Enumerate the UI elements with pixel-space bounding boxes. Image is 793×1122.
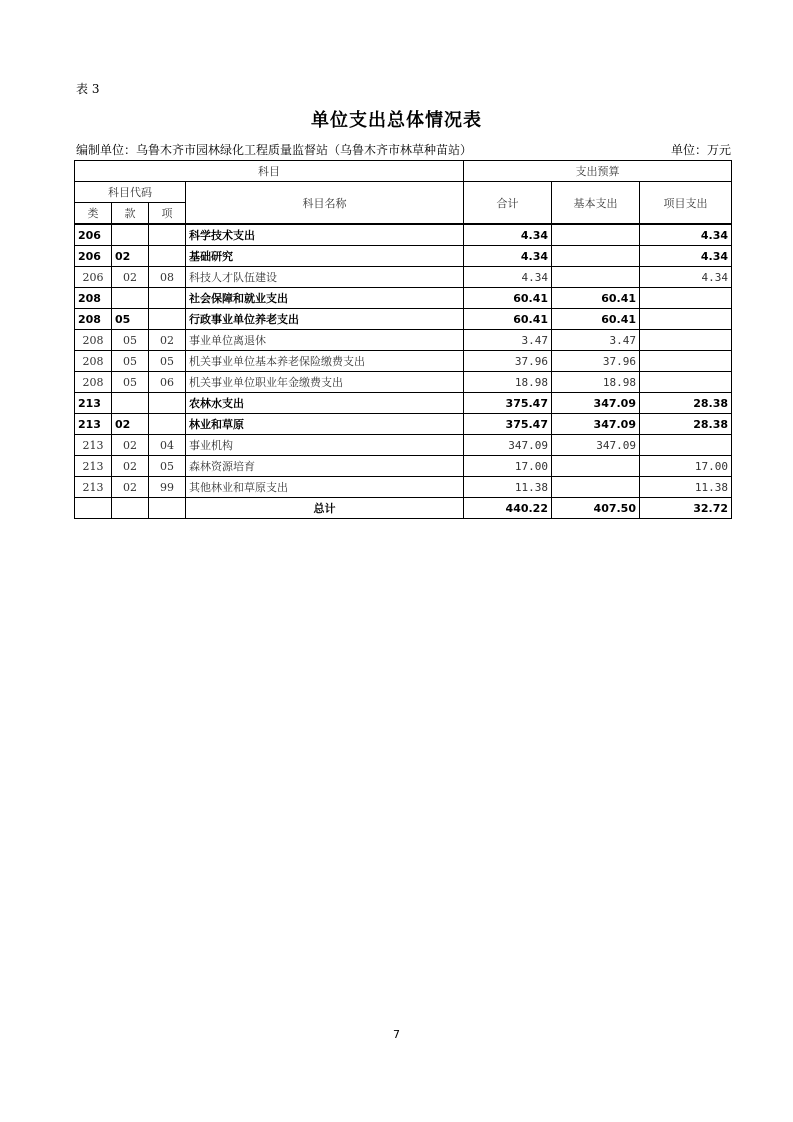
header-project: 项目支出 xyxy=(640,182,732,225)
table-body xyxy=(75,224,732,498)
code-xiang: 05 xyxy=(149,351,186,372)
amount-basic: 347.09 xyxy=(552,393,640,414)
subject-name: 机关事业单位职业年金缴费支出 xyxy=(186,372,464,393)
subject-name: 社会保障和就业支出 xyxy=(186,288,464,309)
amount-project: 11.38 xyxy=(640,477,732,498)
total-project: 32.72 xyxy=(640,498,732,519)
amount-total: 375.47 xyxy=(464,393,552,414)
amount-total: 347.09 xyxy=(464,435,552,456)
total-label: 总计 xyxy=(186,498,464,519)
table-row xyxy=(75,351,732,372)
header-total: 合计 xyxy=(464,182,552,225)
code-lei: 213 xyxy=(75,477,112,498)
code-kuan: 02 xyxy=(112,267,149,288)
code-xiang: 05 xyxy=(149,456,186,477)
table-row xyxy=(75,414,732,435)
code-kuan xyxy=(112,224,149,246)
currency-unit: 单位：万元 xyxy=(670,143,731,157)
code-kuan: 05 xyxy=(112,309,149,330)
amount-total: 17.00 xyxy=(464,456,552,477)
amount-total: 4.34 xyxy=(464,246,552,267)
code-xiang xyxy=(149,414,186,435)
header-name: 科目名称 xyxy=(186,182,464,225)
amount-basic xyxy=(552,267,640,288)
header-code: 科目代码 xyxy=(75,182,186,203)
amount-basic xyxy=(552,477,640,498)
code-xiang: 04 xyxy=(149,435,186,456)
table-row xyxy=(75,246,732,267)
code-lei: 208 xyxy=(75,288,112,309)
total-basic: 407.50 xyxy=(552,498,640,519)
subject-name: 林业和草原 xyxy=(186,414,464,435)
header-lei: 类 xyxy=(75,203,112,225)
table-row xyxy=(75,330,732,351)
code-lei: 206 xyxy=(75,246,112,267)
subject-name: 机关事业单位基本养老保险缴费支出 xyxy=(186,351,464,372)
table-row xyxy=(75,456,732,477)
table-row xyxy=(75,288,732,309)
amount-basic: 18.98 xyxy=(552,372,640,393)
code-lei: 208 xyxy=(75,351,112,372)
total-sum: 440.22 xyxy=(464,498,552,519)
subject-name: 行政事业单位养老支出 xyxy=(186,309,464,330)
page-number: 7 xyxy=(393,1028,400,1041)
amount-project xyxy=(640,351,732,372)
subject-name: 农林水支出 xyxy=(186,393,464,414)
code-lei: 213 xyxy=(75,393,112,414)
code-lei: 208 xyxy=(75,309,112,330)
amount-basic: 37.96 xyxy=(552,351,640,372)
amount-basic xyxy=(552,224,640,246)
amount-basic: 60.41 xyxy=(552,309,640,330)
page-title: 单位支出总体情况表 xyxy=(311,110,482,131)
amount-project: 4.34 xyxy=(640,267,732,288)
code-xiang xyxy=(149,393,186,414)
amount-project xyxy=(640,288,732,309)
subject-name: 其他林业和草原支出 xyxy=(186,477,464,498)
code-lei: 213 xyxy=(75,414,112,435)
header-budget: 支出预算 xyxy=(464,161,732,182)
amount-total: 60.41 xyxy=(464,288,552,309)
table-row xyxy=(75,477,732,498)
code-lei: 208 xyxy=(75,372,112,393)
table-row xyxy=(75,435,732,456)
total-row xyxy=(75,498,732,519)
amount-total: 4.34 xyxy=(464,267,552,288)
amount-project: 4.34 xyxy=(640,224,732,246)
code-lei: 208 xyxy=(75,330,112,351)
header-xiang: 项 xyxy=(149,203,186,225)
code-kuan xyxy=(112,393,149,414)
expenditure-table xyxy=(74,160,732,519)
subject-name: 事业单位离退休 xyxy=(186,330,464,351)
subject-name: 科技人才队伍建设 xyxy=(186,267,464,288)
code-xiang: 06 xyxy=(149,372,186,393)
amount-total: 375.47 xyxy=(464,414,552,435)
header-basic: 基本支出 xyxy=(552,182,640,225)
amount-basic xyxy=(552,246,640,267)
table-row xyxy=(75,309,732,330)
amount-total: 3.47 xyxy=(464,330,552,351)
code-kuan: 05 xyxy=(112,351,149,372)
amount-project: 28.38 xyxy=(640,414,732,435)
amount-project xyxy=(640,330,732,351)
code-lei: 206 xyxy=(75,224,112,246)
table-label: 表 3 xyxy=(76,82,100,96)
code-kuan: 02 xyxy=(112,477,149,498)
table-row xyxy=(75,393,732,414)
amount-project: 28.38 xyxy=(640,393,732,414)
amount-basic xyxy=(552,456,640,477)
amount-total: 11.38 xyxy=(464,477,552,498)
code-kuan xyxy=(112,288,149,309)
code-kuan: 05 xyxy=(112,330,149,351)
subject-name: 森林资源培育 xyxy=(186,456,464,477)
code-xiang xyxy=(149,288,186,309)
code-lei: 206 xyxy=(75,267,112,288)
amount-project: 17.00 xyxy=(640,456,732,477)
code-lei: 213 xyxy=(75,435,112,456)
code-kuan: 02 xyxy=(112,246,149,267)
code-xiang xyxy=(149,224,186,246)
header-subject: 科目 xyxy=(75,161,464,182)
amount-project: 4.34 xyxy=(640,246,732,267)
code-xiang: 08 xyxy=(149,267,186,288)
code-lei: 213 xyxy=(75,456,112,477)
table-row xyxy=(75,267,732,288)
amount-project xyxy=(640,309,732,330)
table-row xyxy=(75,224,732,246)
code-kuan: 02 xyxy=(112,456,149,477)
amount-total: 18.98 xyxy=(464,372,552,393)
code-xiang xyxy=(149,246,186,267)
amount-project xyxy=(640,435,732,456)
amount-project xyxy=(640,372,732,393)
header-kuan: 款 xyxy=(112,203,149,225)
code-kuan: 02 xyxy=(112,414,149,435)
subject-name: 基础研究 xyxy=(186,246,464,267)
subject-name: 事业机构 xyxy=(186,435,464,456)
amount-total: 60.41 xyxy=(464,309,552,330)
amount-basic: 347.09 xyxy=(552,435,640,456)
table-header xyxy=(75,161,732,225)
compiler-unit: 编制单位：乌鲁木齐市园林绿化工程质量监督站（乌鲁木齐市林草种苗站） xyxy=(76,143,473,157)
amount-basic: 3.47 xyxy=(552,330,640,351)
amount-total: 37.96 xyxy=(464,351,552,372)
code-xiang xyxy=(149,309,186,330)
amount-basic: 60.41 xyxy=(552,288,640,309)
amount-basic: 347.09 xyxy=(552,414,640,435)
subject-name: 科学技术支出 xyxy=(186,224,464,246)
table-row xyxy=(75,372,732,393)
code-kuan: 05 xyxy=(112,372,149,393)
unit-line xyxy=(76,141,731,158)
code-xiang: 99 xyxy=(149,477,186,498)
code-xiang: 02 xyxy=(149,330,186,351)
code-kuan: 02 xyxy=(112,435,149,456)
amount-total: 4.34 xyxy=(464,224,552,246)
